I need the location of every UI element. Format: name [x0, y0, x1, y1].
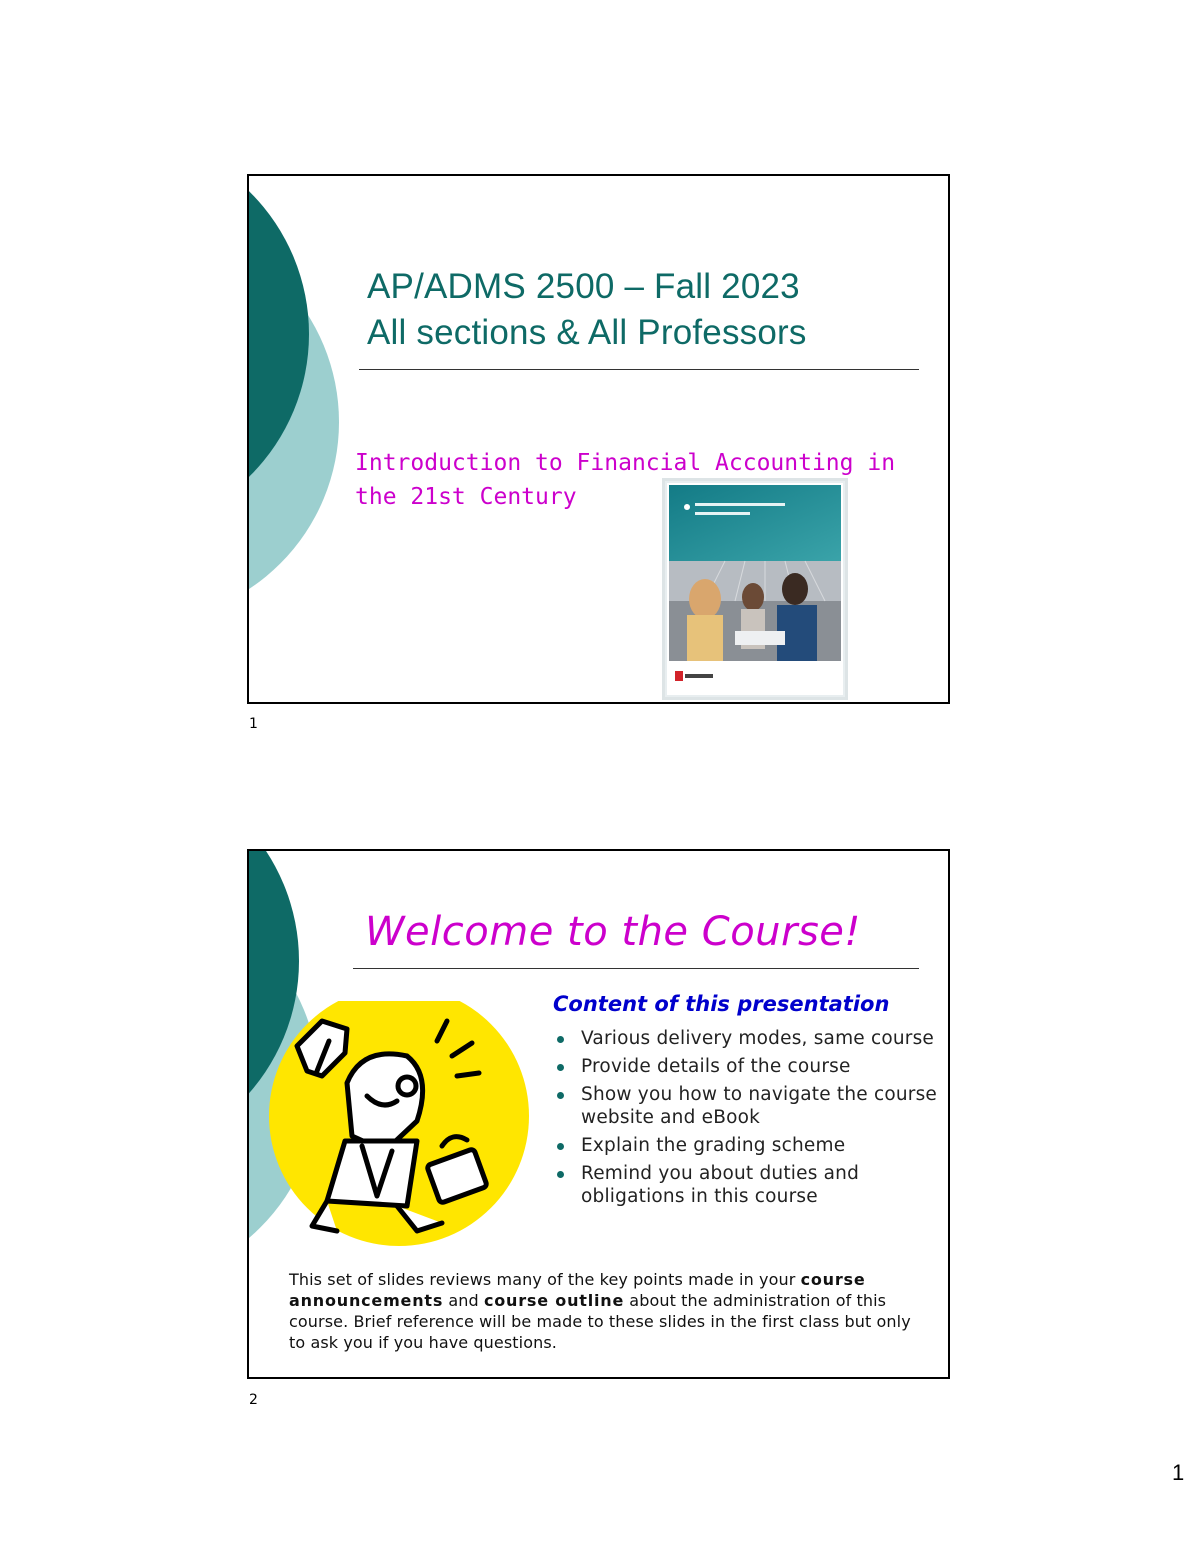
title-line-2: All sections & All Professors — [367, 313, 807, 352]
bullet-item: Remind you about duties and obligations in this course — [555, 1162, 950, 1208]
title-divider — [359, 369, 919, 370]
slide-2-number: 2 — [249, 1392, 258, 1408]
note-bold-text: course outline — [483, 1291, 625, 1310]
bullet-item: Explain the grading scheme — [555, 1134, 950, 1157]
slide-1-decoration — [249, 176, 369, 704]
note-bold-text: course announcements — [289, 1270, 866, 1310]
book-title-line-1 — [695, 503, 785, 506]
bullet-item: Various delivery modes, same course — [555, 1027, 950, 1050]
title-line-1: AP/ADMS 2500 – Fall 2023 — [367, 267, 800, 306]
professor-clipart — [267, 1001, 537, 1251]
slide-1-number: 1 — [249, 716, 258, 732]
slides-note — [289, 1269, 929, 1353]
slide-1-subtitle: Introduction to Financial Accounting in the 21st Century — [355, 450, 896, 510]
book-title-line-2 — [695, 512, 750, 515]
content-heading: Content of this presentation — [553, 992, 890, 1016]
note-text: This set of slides reviews many of the key points made in your — [289, 1270, 801, 1289]
slide-2-title: Welcome to the Course! — [365, 909, 861, 955]
note-text: about the administration of this course. Brief reference will be made to these slides in the first class but only to ask you if you have questions. — [289, 1291, 911, 1352]
note-text: and — [443, 1291, 484, 1310]
slide-1 — [247, 174, 950, 704]
book-cover-image — [665, 481, 845, 697]
publisher-logo — [685, 674, 713, 678]
bullet-item: Show you how to navigate the course website and eBook — [555, 1083, 950, 1129]
bullet-item: Provide details of the course — [555, 1055, 950, 1078]
page-number: 1 — [1172, 1460, 1185, 1485]
content-bullet-list — [555, 1027, 950, 1213]
title-divider — [353, 968, 919, 969]
slide-1-title — [367, 264, 807, 356]
slide-2 — [247, 849, 950, 1379]
